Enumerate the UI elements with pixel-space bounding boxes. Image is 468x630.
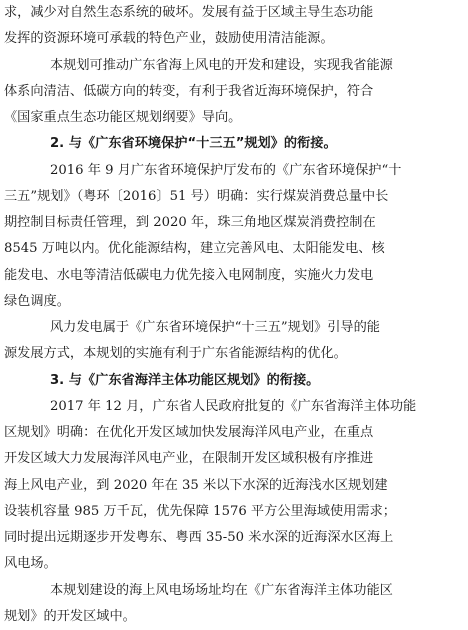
body-line: 区规划》明确：在优化开发区域加快发展海洋风电产业，在重点	[4, 425, 374, 440]
body-line: 绿色调度。	[4, 293, 70, 309]
body-line: 体系向清洁、低碳方向的转变，有利于我省近海环境保护，符合	[4, 83, 374, 99]
body-line: 《国家重点生态功能区规划纲要》导向。	[4, 110, 242, 125]
body-line: 开发区域大力发展海洋风电产业，在限制开发区域积极有序推进	[4, 451, 374, 467]
body-line: 发挥的资源环境可承载的特色产业，鼓励使用清洁能源。	[4, 31, 334, 47]
body-line: 期控制目标责任管理，到 2020 年，珠三角地区煤炭消费控制在	[4, 215, 376, 230]
body-line: 本规划建设的海上风电场场址均在《广东省海洋主体功能区	[50, 582, 393, 598]
section-heading: 3. 与《广东省海洋主体功能区规划》的衔接。	[50, 372, 320, 388]
section-heading: 2. 与《广东省环境保护“十三五”规划》的衔接。	[50, 136, 337, 152]
body-line: 8545 万吨以内。优化能源结构，建立完善风电、太阳能发电、核	[4, 241, 385, 257]
body-line: 设装机容量 985 万千瓦，优先保障 1576 平方公里海域使用需求；	[4, 503, 396, 519]
body-line: 能发电、水电等清洁低碳电力优先接入电网制度，实施火力发电	[4, 267, 374, 283]
body-line: 三五”规划》（粤环〔2016〕51 号）明确：实行煤炭消费总量中长	[4, 188, 389, 204]
body-line: 风电场。	[4, 556, 57, 572]
body-line: 本规划可推动广东省海上风电的开发和建设，实现我省能源	[50, 57, 393, 73]
body-line: 求，减少对自然生态系统的破坏。发展有益于区域主导生态功能	[4, 5, 374, 20]
body-line: 规划》的开发区域中。	[4, 608, 136, 624]
body-line: 风力发电属于《广东省环境保护“十三五”规划》引导的能	[50, 320, 380, 335]
body-line: 2016 年 9 月广东省环境保护厅发布的《广东省环境保护“十	[50, 162, 402, 178]
body-line: 2017 年 12 月，广东省人民政府批复的《广东省海洋主体功能	[50, 398, 417, 414]
body-line: 源发展方式，本规划的实施有利于广东省能源结构的优化。	[4, 346, 347, 362]
body-line: 同时提出远期逐步开发粤东、粤西 35-50 米水深的近海深水区海上	[4, 530, 394, 545]
body-line: 海上风电产业，到 2020 年在 35 米以下水深的近海浅水区规划建	[4, 477, 388, 493]
